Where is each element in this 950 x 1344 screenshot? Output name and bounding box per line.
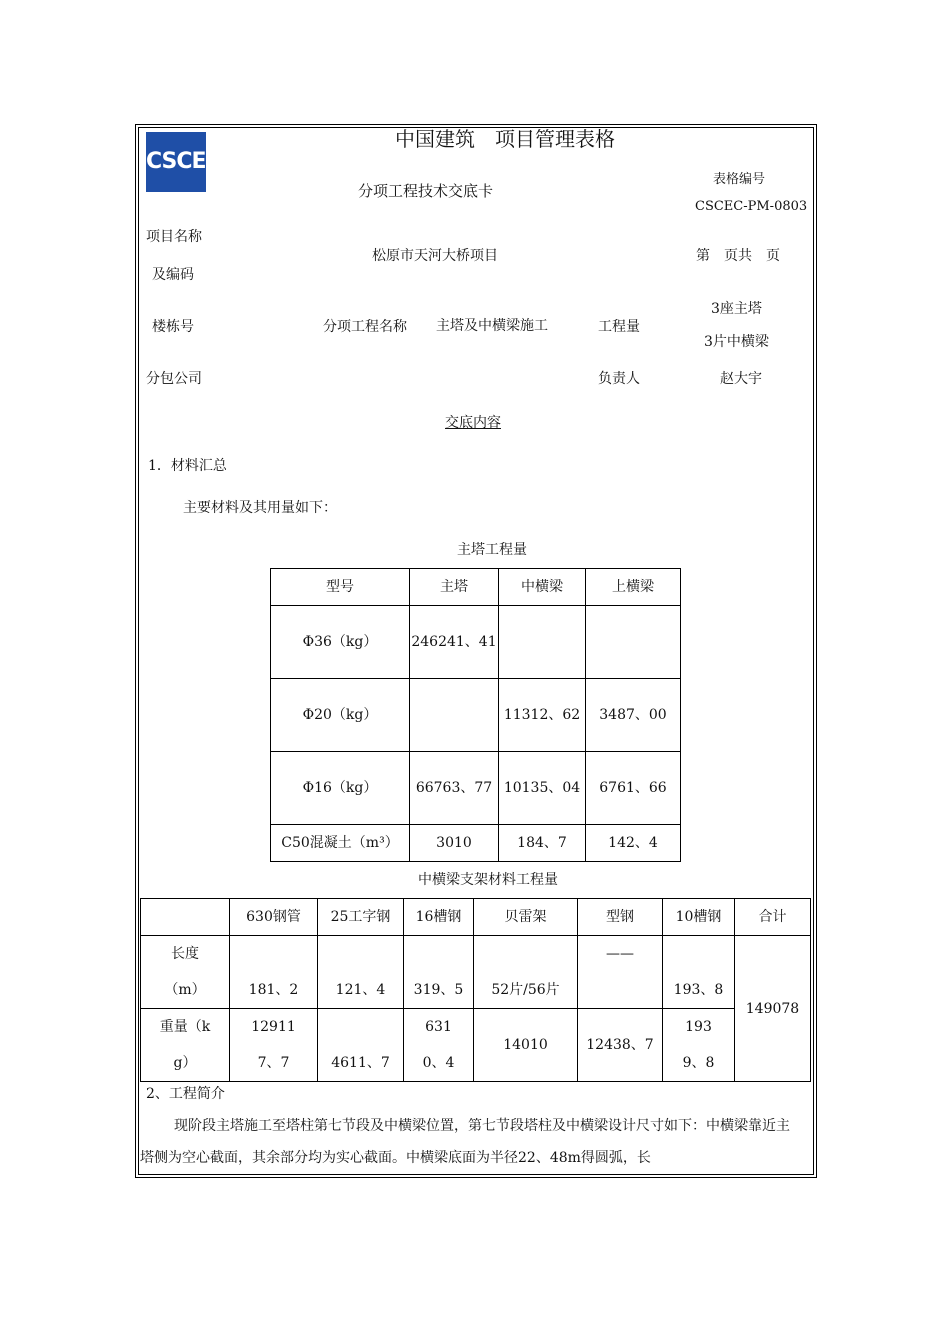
table-header-cell: 25工字钢 [318, 899, 404, 936]
table-header-row [141, 899, 811, 936]
table-total-cell: 149078 [735, 936, 811, 1082]
materials-intro: 主要材料及其用量如下： [183, 500, 337, 516]
section-1-title: 1．材料汇总 [148, 458, 227, 474]
section-2-title: 2、工程简介 [146, 1086, 225, 1102]
table-row-label: 长度（m） [141, 936, 230, 1009]
table2-title: 中横梁支架材料工程量 [418, 872, 558, 888]
table-cell: 52片/56片 [474, 936, 578, 1009]
subitem-name: 主塔及中横梁施工 [436, 318, 548, 334]
main-tower-quantity-table [270, 568, 681, 862]
table-cell: 319、5 [404, 936, 474, 1009]
form-no-label: 表格编号 [713, 172, 766, 187]
table-cell: 3487、00 [586, 679, 681, 752]
cscec-logo: CSCEC [146, 132, 206, 192]
table-cell: 14010 [474, 1009, 578, 1082]
table-header-cell: 贝雷架 [474, 899, 578, 936]
table-cell: —— [578, 936, 663, 1009]
building-label: 楼栋号 [152, 319, 194, 335]
table-cell: 12438、7 [578, 1009, 663, 1082]
subitem-name-label: 分项工程名称 [323, 319, 407, 335]
table-cell: 142、4 [586, 825, 681, 862]
table-header-cell: 16槽钢 [404, 899, 474, 936]
table-cell [499, 606, 586, 679]
table-row [141, 1009, 811, 1082]
table-header-cell: 型钢 [578, 899, 663, 936]
table-cell: 181、2 [230, 936, 318, 1009]
table-header-row [271, 569, 681, 606]
table-cell: C50混凝土（m³） [271, 825, 410, 862]
table-cell: 11312、62 [499, 679, 586, 752]
table-header-cell: 上横梁 [586, 569, 681, 606]
table-cell: 121、4 [318, 936, 404, 1009]
table1-title: 主塔工程量 [457, 542, 527, 558]
table-row [141, 936, 811, 1009]
table-header-cell: 中横梁 [499, 569, 586, 606]
table-row [271, 825, 681, 862]
table-row [271, 606, 681, 679]
table-cell: 3010 [410, 825, 499, 862]
table-row [271, 679, 681, 752]
table-header-cell: 630钢管 [230, 899, 318, 936]
table-cell: Φ36（kg） [271, 606, 410, 679]
beam-support-material-table [140, 898, 811, 1082]
table-cell: 129117、7 [230, 1009, 318, 1082]
form-title: 中国建筑 项目管理表格 [395, 127, 615, 151]
table-cell [410, 679, 499, 752]
table-cell: 1939、8 [663, 1009, 735, 1082]
person-name: 赵大宇 [720, 371, 762, 387]
table-header-cell: 型号 [271, 569, 410, 606]
table-cell: Φ20（kg） [271, 679, 410, 752]
table-cell: 10135、04 [499, 752, 586, 825]
content-heading: 交底内容 [445, 415, 501, 431]
table-header-cell: 合计 [735, 899, 811, 936]
project-description: 现阶段主塔施工至塔柱第七节段及中横梁位置，第七节段塔柱及中横梁设计尺寸如下：中横梁靠近主塔侧为空心截面，其余部分均为实心截面。中横梁底面为半径22、48m得圆弧，长 [140, 1118, 790, 1166]
quantity-beams: 3片中横梁 [704, 334, 769, 350]
page-count: 第 页共 页 [696, 248, 780, 264]
table-cell [586, 606, 681, 679]
project-name: 松原市天河大桥项目 [372, 248, 498, 264]
table-cell: 6761、66 [586, 752, 681, 825]
table-header-cell: 主塔 [410, 569, 499, 606]
table-header-cell [141, 899, 230, 936]
table-row-label: 重量（kg） [141, 1009, 230, 1082]
person-label: 负责人 [598, 371, 640, 387]
table-row [271, 752, 681, 825]
form-no: CSCEC-PM-0803 [695, 199, 808, 214]
table-cell: 66763、77 [410, 752, 499, 825]
table-cell: 193、8 [663, 936, 735, 1009]
project-code-label: 及编码 [152, 267, 194, 283]
subcontractor-label: 分包公司 [146, 371, 202, 387]
table-cell: 6310、4 [404, 1009, 474, 1082]
quantity-label: 工程量 [598, 319, 640, 335]
table-cell: 4611、7 [318, 1009, 404, 1082]
table-cell: 246241、41 [410, 606, 499, 679]
table-cell: Φ16（kg） [271, 752, 410, 825]
table-header-cell: 10槽钢 [663, 899, 735, 936]
quantity-towers: 3座主塔 [711, 301, 762, 317]
project-name-label: 项目名称 [146, 229, 202, 245]
table-cell: 184、7 [499, 825, 586, 862]
form-subtitle: 分项工程技术交底卡 [358, 182, 494, 200]
